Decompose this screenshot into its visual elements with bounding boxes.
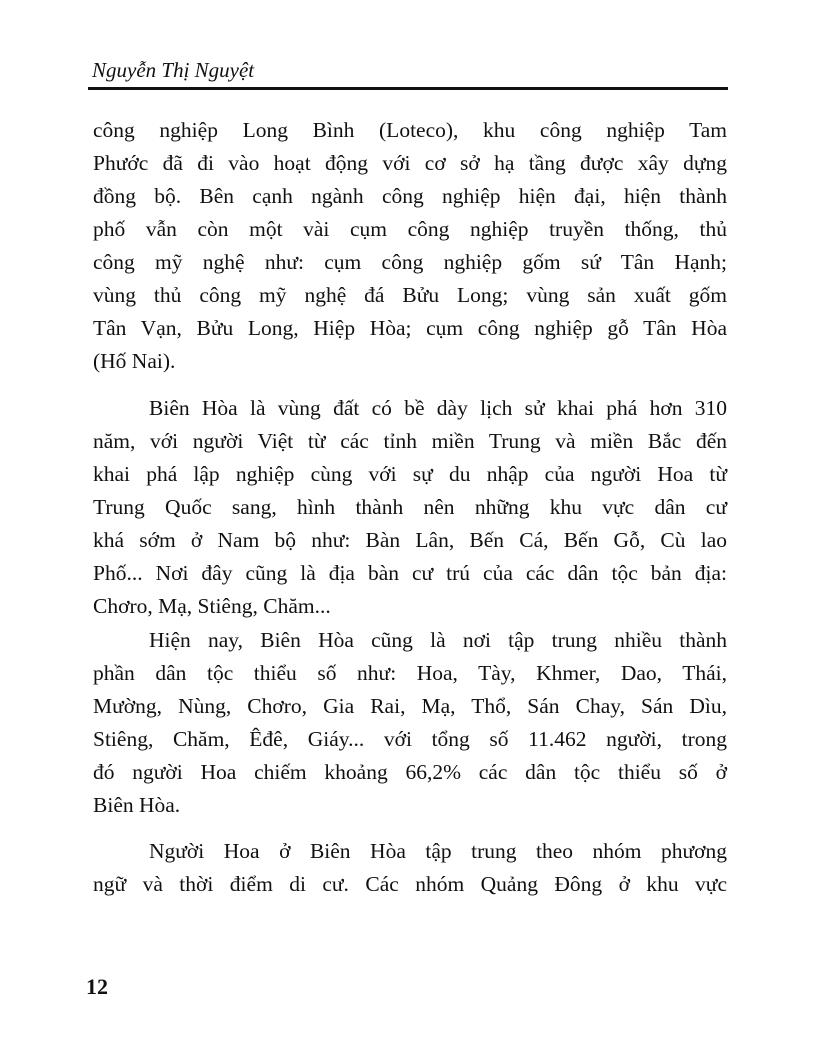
- text-line: đồng bộ. Bên cạnh ngành công nghiệp hiện đại, hiện thành: [93, 184, 727, 208]
- text-line: công mỹ nghệ như: cụm công nghiệp gốm sứ Tân Hạnh;: [93, 250, 727, 274]
- text-line: Hiện nay, Biên Hòa cũng là nơi tập trung nhiều thành: [149, 628, 727, 652]
- text-line: Tân Vạn, Bửu Long, Hiệp Hòa; cụm công nghiệp gỗ Tân Hòa: [93, 316, 727, 340]
- text-line: công nghiệp Long Bình (Loteco), khu công nghiệp Tam: [93, 118, 727, 142]
- text-line: Stiêng, Chăm, Êđê, Giáy... với tổng số 11.462 người, trong: [93, 727, 727, 751]
- page-number: 12: [86, 974, 108, 999]
- text-line: Biên Hòa là vùng đất có bề dày lịch sử khai phá hơn 310: [149, 396, 727, 420]
- text-line: phần dân tộc thiểu số như: Hoa, Tày, Khmer, Dao, Thái,: [93, 661, 727, 685]
- text-line: khai phá lập nghiệp cùng với sự du nhập của người Hoa từ: [93, 462, 727, 486]
- text-line: Trung Quốc sang, hình thành nên những khu vực dân cư: [93, 495, 727, 519]
- text-line: ngữ và thời điểm di cư. Các nhóm Quảng Đông ở khu vực: [93, 872, 727, 896]
- text-line: khá sớm ở Nam bộ như: Bàn Lân, Bến Cá, Bến Gỗ, Cù lao: [93, 528, 727, 552]
- text-line: Mường, Nùng, Chơro, Gia Rai, Mạ, Thổ, Sán Chay, Sán Dìu,: [93, 694, 727, 718]
- text-line: Biên Hòa.: [93, 793, 181, 817]
- text-line: Người Hoa ở Biên Hòa tập trung theo nhóm phương: [149, 839, 727, 863]
- header-rule: [88, 87, 728, 90]
- paragraph-1: [93, 114, 727, 378]
- text-line: Chơro, Mạ, Stiêng, Chăm...: [93, 594, 331, 618]
- text-line: năm, với người Việt từ các tỉnh miền Trung và miền Bắc đến: [93, 429, 727, 453]
- running-header: Nguyễn Thị Nguyệt: [92, 58, 255, 82]
- text-line: đó người Hoa chiếm khoảng 66,2% các dân tộc thiểu số ở: [93, 760, 727, 784]
- text-line: phố vẫn còn một vài cụm công nghiệp truyền thống, thủ: [93, 217, 727, 241]
- paragraph-3: [93, 624, 727, 822]
- text-line: (Hố Nai).: [93, 349, 176, 373]
- text-line: Phước đã đi vào hoạt động với cơ sở hạ tầng được xây dựng: [93, 151, 727, 175]
- text-line: Phố... Nơi đây cũng là địa bàn cư trú của các dân tộc bản địa:: [93, 561, 727, 585]
- paragraph-2: [93, 392, 727, 623]
- paragraph-4: [93, 835, 727, 901]
- text-line: vùng thủ công mỹ nghệ đá Bửu Long; vùng sản xuất gốm: [93, 283, 727, 307]
